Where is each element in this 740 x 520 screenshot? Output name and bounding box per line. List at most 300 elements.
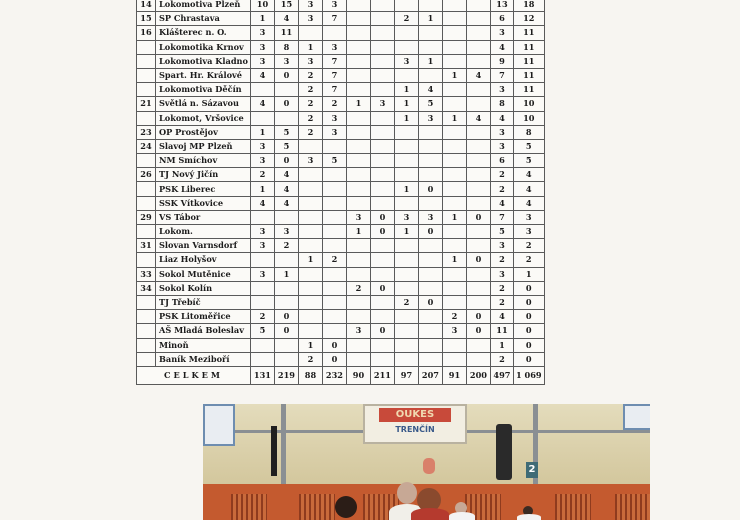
- value-cell: [466, 225, 490, 239]
- rank-cell: [137, 338, 156, 352]
- value-cell: [322, 324, 346, 338]
- vent: [299, 494, 335, 520]
- total-cell: 4: [490, 40, 513, 54]
- total-cell: 8: [490, 97, 513, 111]
- team-cell: Lokomot, Vršovice: [156, 111, 251, 125]
- rank-cell: [137, 225, 156, 239]
- value-cell: [442, 125, 466, 139]
- value-cell: 1: [250, 182, 274, 196]
- sponsor-banner: [363, 404, 467, 444]
- value-cell: [442, 139, 466, 153]
- total-cell: 6: [490, 154, 513, 168]
- value-cell: 0: [370, 210, 394, 224]
- value-cell: [466, 139, 490, 153]
- value-cell: [298, 324, 322, 338]
- value-cell: [370, 168, 394, 182]
- rank-cell: 29: [137, 210, 156, 224]
- value-cell: 3: [274, 225, 298, 239]
- total-cell: 11: [513, 54, 544, 68]
- table-row: [137, 40, 545, 54]
- value-cell: [346, 12, 370, 26]
- value-cell: 0: [370, 281, 394, 295]
- value-cell: [442, 0, 466, 12]
- value-cell: [346, 267, 370, 281]
- value-cell: 0: [466, 324, 490, 338]
- value-cell: [394, 310, 418, 324]
- banner-logo: OUKES: [379, 408, 451, 422]
- sports-hall-photo: [203, 404, 650, 520]
- total-cell: 2: [490, 352, 513, 366]
- value-cell: [322, 196, 346, 210]
- value-cell: [418, 253, 442, 267]
- value-cell: 2: [298, 83, 322, 97]
- value-cell: 1: [418, 54, 442, 68]
- grand-total-cell: 200: [466, 366, 490, 384]
- value-cell: [346, 26, 370, 40]
- value-cell: [322, 239, 346, 253]
- value-cell: 4: [466, 68, 490, 82]
- team-cell: Lokomotiva Kladno: [156, 54, 251, 68]
- value-cell: 1: [250, 12, 274, 26]
- value-cell: [298, 26, 322, 40]
- value-cell: 2: [442, 310, 466, 324]
- value-cell: 0: [466, 310, 490, 324]
- value-cell: 0: [370, 324, 394, 338]
- value-cell: [394, 125, 418, 139]
- rank-cell: [137, 352, 156, 366]
- rank-cell: 15: [137, 12, 156, 26]
- rank-cell: 14: [137, 0, 156, 12]
- value-cell: 3: [322, 0, 346, 12]
- value-cell: [418, 0, 442, 12]
- table-row: [137, 253, 545, 267]
- grand-total-cell: 88: [298, 366, 322, 384]
- total-cell: 10: [513, 97, 544, 111]
- value-cell: 1: [394, 225, 418, 239]
- total-cell: 4: [490, 196, 513, 210]
- total-cell: 4: [513, 168, 544, 182]
- value-cell: [370, 352, 394, 366]
- value-cell: 1: [346, 225, 370, 239]
- value-cell: [466, 196, 490, 210]
- value-cell: [466, 168, 490, 182]
- rank-cell: 21: [137, 97, 156, 111]
- value-cell: [322, 26, 346, 40]
- value-cell: [442, 83, 466, 97]
- total-cell: 3: [490, 267, 513, 281]
- value-cell: [298, 295, 322, 309]
- value-cell: [346, 83, 370, 97]
- value-cell: [418, 139, 442, 153]
- vent: [555, 494, 591, 520]
- value-cell: [466, 26, 490, 40]
- value-cell: [394, 154, 418, 168]
- results-table-body: [137, 0, 545, 384]
- total-cell: 1: [490, 338, 513, 352]
- value-cell: 3: [322, 111, 346, 125]
- value-cell: 0: [274, 154, 298, 168]
- total-cell: 0: [513, 338, 544, 352]
- team-cell: Lokomotika Krnov: [156, 40, 251, 54]
- table-row: [137, 125, 545, 139]
- value-cell: [442, 239, 466, 253]
- value-cell: [346, 40, 370, 54]
- value-cell: [298, 225, 322, 239]
- value-cell: 2: [298, 125, 322, 139]
- rank-cell: [137, 40, 156, 54]
- value-cell: [442, 225, 466, 239]
- value-cell: [298, 267, 322, 281]
- value-cell: [298, 281, 322, 295]
- total-cell: 13: [490, 0, 513, 12]
- table-row: [137, 111, 545, 125]
- value-cell: [370, 310, 394, 324]
- value-cell: 1: [250, 125, 274, 139]
- total-cell: 11: [513, 68, 544, 82]
- value-cell: [394, 253, 418, 267]
- value-cell: [370, 83, 394, 97]
- value-cell: [346, 0, 370, 12]
- value-cell: 10: [250, 0, 274, 12]
- total-cell: 3: [490, 83, 513, 97]
- team-cell: Baník Meziboří: [156, 352, 251, 366]
- value-cell: [346, 111, 370, 125]
- grand-total-cell: 207: [418, 366, 442, 384]
- table-row: [137, 54, 545, 68]
- total-cell: 4: [490, 310, 513, 324]
- value-cell: [298, 310, 322, 324]
- value-cell: 3: [442, 324, 466, 338]
- total-cell: 0: [513, 310, 544, 324]
- value-cell: [274, 338, 298, 352]
- rank-cell: [137, 111, 156, 125]
- value-cell: [322, 267, 346, 281]
- value-cell: 3: [250, 267, 274, 281]
- value-cell: [274, 210, 298, 224]
- table-row: [137, 12, 545, 26]
- value-cell: 3: [250, 40, 274, 54]
- value-cell: 3: [298, 54, 322, 68]
- value-cell: [394, 239, 418, 253]
- total-cell: 7: [490, 68, 513, 82]
- team-cell: TJ Nový Jičín: [156, 168, 251, 182]
- team-cell: PSK Liberec: [156, 182, 251, 196]
- value-cell: 2: [274, 239, 298, 253]
- value-cell: [322, 225, 346, 239]
- rank-cell: [137, 324, 156, 338]
- value-cell: [442, 26, 466, 40]
- value-cell: [442, 168, 466, 182]
- value-cell: [394, 0, 418, 12]
- value-cell: 3: [274, 54, 298, 68]
- value-cell: 2: [298, 352, 322, 366]
- value-cell: 1: [442, 253, 466, 267]
- rank-cell: [137, 154, 156, 168]
- wall-sign: [203, 404, 235, 446]
- value-cell: 3: [250, 154, 274, 168]
- value-cell: 1: [442, 210, 466, 224]
- value-cell: [442, 97, 466, 111]
- table-row: [137, 154, 545, 168]
- value-cell: 7: [322, 54, 346, 68]
- value-cell: [466, 281, 490, 295]
- value-cell: [466, 125, 490, 139]
- value-cell: [322, 295, 346, 309]
- value-cell: [394, 324, 418, 338]
- player-body: [517, 514, 541, 520]
- value-cell: 2: [250, 168, 274, 182]
- value-cell: 3: [298, 0, 322, 12]
- value-cell: [370, 267, 394, 281]
- wall-pillar: [281, 404, 286, 484]
- table-row: [137, 239, 545, 253]
- value-cell: 7: [322, 83, 346, 97]
- team-cell: Lokomotiva Děčín: [156, 83, 251, 97]
- rank-cell: 34: [137, 281, 156, 295]
- value-cell: 4: [250, 68, 274, 82]
- team-cell: Sokol Mutěnice: [156, 267, 251, 281]
- value-cell: [466, 295, 490, 309]
- value-cell: [418, 281, 442, 295]
- value-cell: [394, 68, 418, 82]
- wall-sign: [623, 404, 650, 430]
- rank-cell: 26: [137, 168, 156, 182]
- rank-cell: [137, 182, 156, 196]
- post: [271, 426, 277, 476]
- hall-door: [496, 424, 512, 480]
- value-cell: [394, 26, 418, 40]
- team-cell: Liaz Holyšov: [156, 253, 251, 267]
- total-cell: 2: [490, 182, 513, 196]
- value-cell: [322, 210, 346, 224]
- player-head: [397, 482, 417, 504]
- team-cell: AŠ Mladá Boleslav: [156, 324, 251, 338]
- value-cell: 0: [274, 310, 298, 324]
- value-cell: 0: [418, 295, 442, 309]
- value-cell: 3: [250, 239, 274, 253]
- value-cell: [274, 281, 298, 295]
- value-cell: [274, 295, 298, 309]
- team-cell: Lokom.: [156, 225, 251, 239]
- value-cell: [442, 281, 466, 295]
- value-cell: 1: [346, 97, 370, 111]
- table-row: [137, 225, 545, 239]
- total-cell: 2: [490, 281, 513, 295]
- value-cell: [346, 338, 370, 352]
- value-cell: [466, 12, 490, 26]
- value-cell: [370, 295, 394, 309]
- value-cell: 15: [274, 0, 298, 12]
- value-cell: [298, 196, 322, 210]
- value-cell: [466, 40, 490, 54]
- table-row: [137, 281, 545, 295]
- team-cell: OP Prostějov: [156, 125, 251, 139]
- value-cell: 3: [250, 225, 274, 239]
- value-cell: [370, 125, 394, 139]
- team-cell: Sokol Kolín: [156, 281, 251, 295]
- value-cell: 1: [394, 83, 418, 97]
- value-cell: [346, 310, 370, 324]
- total-cell: 4: [513, 196, 544, 210]
- total-cell: 7: [490, 210, 513, 224]
- value-cell: [418, 324, 442, 338]
- value-cell: [346, 54, 370, 68]
- team-cell: Klášterec n. O.: [156, 26, 251, 40]
- team-cell: Světlá n. Sázavou: [156, 97, 251, 111]
- team-cell: NM Smíchov: [156, 154, 251, 168]
- table-row: [137, 26, 545, 40]
- value-cell: [418, 310, 442, 324]
- total-cell: 0: [513, 352, 544, 366]
- value-cell: 3: [298, 12, 322, 26]
- value-cell: [346, 196, 370, 210]
- value-cell: 0: [274, 97, 298, 111]
- value-cell: [370, 139, 394, 153]
- value-cell: [346, 295, 370, 309]
- value-cell: [370, 40, 394, 54]
- value-cell: [346, 182, 370, 196]
- total-cell: 11: [513, 26, 544, 40]
- value-cell: 2: [322, 97, 346, 111]
- grand-total-cell: 131: [250, 366, 274, 384]
- grand-total-cell: 90: [346, 366, 370, 384]
- value-cell: 4: [274, 12, 298, 26]
- rank-cell: [137, 68, 156, 82]
- value-cell: [274, 83, 298, 97]
- rank-cell: [137, 196, 156, 210]
- value-cell: 7: [322, 12, 346, 26]
- team-cell: Slavoj MP Plzeň: [156, 139, 251, 153]
- table-row: [137, 267, 545, 281]
- rank-cell: [137, 253, 156, 267]
- value-cell: [322, 310, 346, 324]
- value-cell: [394, 352, 418, 366]
- banner-city: TRENČÍN: [395, 425, 435, 434]
- value-cell: [346, 239, 370, 253]
- value-cell: [442, 40, 466, 54]
- team-cell: Minoň: [156, 338, 251, 352]
- value-cell: 2: [394, 295, 418, 309]
- value-cell: 3: [394, 54, 418, 68]
- total-cell: 12: [513, 12, 544, 26]
- value-cell: 11: [274, 26, 298, 40]
- value-cell: 5: [418, 97, 442, 111]
- value-cell: [298, 210, 322, 224]
- total-cell: 3: [490, 139, 513, 153]
- value-cell: [466, 239, 490, 253]
- value-cell: [346, 68, 370, 82]
- value-cell: [346, 253, 370, 267]
- value-cell: [370, 338, 394, 352]
- number-plate: 2: [526, 462, 538, 478]
- total-cell: 4: [513, 182, 544, 196]
- value-cell: [250, 338, 274, 352]
- grand-total-cell: 97: [394, 366, 418, 384]
- value-cell: [250, 253, 274, 267]
- table-row: [137, 83, 545, 97]
- value-cell: [370, 0, 394, 12]
- total-cell: 5: [490, 225, 513, 239]
- value-cell: [466, 97, 490, 111]
- value-cell: 0: [418, 225, 442, 239]
- grand-total-cell: 219: [274, 366, 298, 384]
- rank-cell: [137, 83, 156, 97]
- team-cell: Slovan Varnsdorf: [156, 239, 251, 253]
- rank-cell: 33: [137, 267, 156, 281]
- value-cell: [394, 196, 418, 210]
- team-cell: Spart. Hr. Králové: [156, 68, 251, 82]
- total-cell: 3: [513, 225, 544, 239]
- table-row: [137, 324, 545, 338]
- value-cell: 4: [418, 83, 442, 97]
- value-cell: [418, 168, 442, 182]
- value-cell: [394, 267, 418, 281]
- value-cell: 8: [274, 40, 298, 54]
- value-cell: 3: [346, 324, 370, 338]
- team-cell: TJ Třebíč: [156, 295, 251, 309]
- value-cell: [418, 154, 442, 168]
- rank-cell: 31: [137, 239, 156, 253]
- value-cell: [418, 26, 442, 40]
- value-cell: [346, 168, 370, 182]
- total-cell: 2: [490, 168, 513, 182]
- table-row: [137, 168, 545, 182]
- rank-cell: 23: [137, 125, 156, 139]
- value-cell: [394, 139, 418, 153]
- value-cell: 1: [394, 182, 418, 196]
- value-cell: 3: [418, 210, 442, 224]
- player-head: [335, 496, 357, 518]
- value-cell: [418, 40, 442, 54]
- value-cell: 0: [370, 225, 394, 239]
- value-cell: [274, 111, 298, 125]
- value-cell: 3: [322, 40, 346, 54]
- value-cell: [274, 253, 298, 267]
- value-cell: [394, 281, 418, 295]
- value-cell: [466, 0, 490, 12]
- value-cell: [466, 154, 490, 168]
- value-cell: [274, 352, 298, 366]
- value-cell: 3: [250, 139, 274, 153]
- value-cell: 3: [418, 111, 442, 125]
- value-cell: [466, 182, 490, 196]
- value-cell: [370, 239, 394, 253]
- value-cell: [442, 267, 466, 281]
- value-cell: 3: [250, 54, 274, 68]
- value-cell: 3: [298, 154, 322, 168]
- total-cell: 3: [513, 210, 544, 224]
- table-row: [137, 139, 545, 153]
- value-cell: 4: [250, 196, 274, 210]
- value-cell: [250, 352, 274, 366]
- value-cell: 2: [298, 111, 322, 125]
- value-cell: [250, 210, 274, 224]
- total-cell: 3: [490, 239, 513, 253]
- value-cell: 1: [442, 68, 466, 82]
- value-cell: [442, 352, 466, 366]
- value-cell: [418, 196, 442, 210]
- value-cell: 5: [250, 324, 274, 338]
- value-cell: [346, 352, 370, 366]
- value-cell: 5: [274, 125, 298, 139]
- grand-total-cell: 232: [322, 366, 346, 384]
- vent: [231, 494, 267, 520]
- value-cell: [298, 182, 322, 196]
- grand-total-cell: 91: [442, 366, 466, 384]
- value-cell: [370, 111, 394, 125]
- rank-cell: 24: [137, 139, 156, 153]
- grand-total-cell: 497: [490, 366, 513, 384]
